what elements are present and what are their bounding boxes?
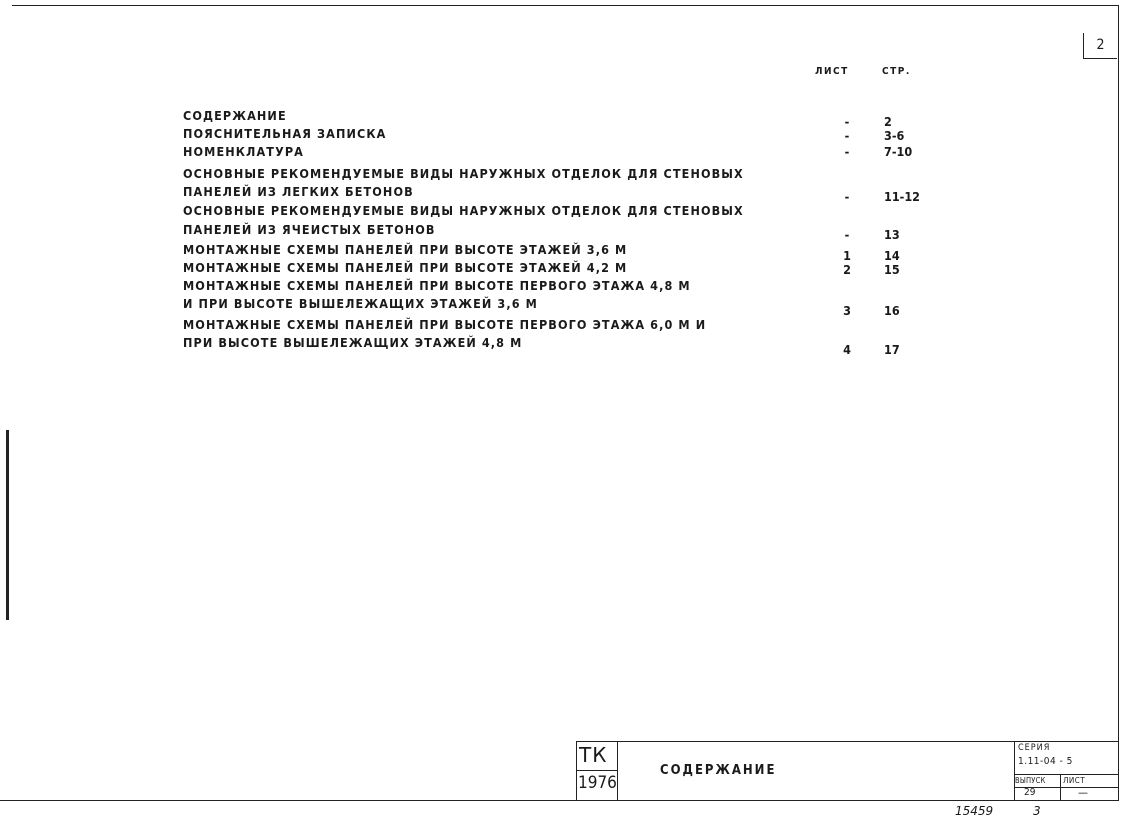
toc-entry-page: 3-6 xyxy=(884,128,905,143)
toc-entry-sheet: - xyxy=(844,189,850,204)
issue-label: ВЫПУСК xyxy=(1015,776,1046,785)
toc-entry-title: ПАНЕЛЕЙ ИЗ ЯЧЕИСТЫХ БЕТОНОВ xyxy=(183,222,436,237)
toc-entry-sheet: 3 xyxy=(843,303,851,318)
toc-entry-sheet: - xyxy=(844,114,850,129)
toc-entry-title: МОНТАЖНЫЕ СХЕМЫ ПАНЕЛЕЙ ПРИ ВЫСОТЕ ПЕРВОГО ЭТАЖА 4,8 М xyxy=(183,278,691,293)
toc-entry-page: 13 xyxy=(884,227,900,242)
toc-entry-sheet: - xyxy=(844,227,850,242)
toc-entry-page: 14 xyxy=(884,248,900,263)
archive-stamp-number: 15459 xyxy=(955,804,994,818)
title-block-top-line xyxy=(576,741,1118,742)
series-label: СЕРИЯ xyxy=(1018,743,1051,753)
toc-entry-sheet: - xyxy=(844,144,850,159)
toc-entry-page: 11-12 xyxy=(884,189,920,204)
series-value: 1.11-04 - 5 xyxy=(1018,756,1073,767)
title-block-year: 1976 xyxy=(578,773,617,793)
sheet-label: ЛИСТ xyxy=(1063,776,1086,785)
toc-entry-title: МОНТАЖНЫЕ СХЕМЫ ПАНЕЛЕЙ ПРИ ВЫСОТЕ ЭТАЖЕЙ 3,6 М xyxy=(183,242,628,257)
toc-entry-page: 16 xyxy=(884,303,900,318)
toc-entry-sheet: - xyxy=(844,128,850,143)
title-block-divider xyxy=(576,770,617,771)
toc-entry-title: НОМЕНКЛАТУРА xyxy=(183,144,304,159)
sheet-value: — xyxy=(1078,786,1088,799)
toc-entry-title: МОНТАЖНЫЕ СХЕМЫ ПАНЕЛЕЙ ПРИ ВЫСОТЕ ЭТАЖЕЙ 4,2 М xyxy=(183,260,628,275)
toc-entry-title: ПАНЕЛЕЙ ИЗ ЛЕГКИХ БЕТОНОВ xyxy=(183,184,414,199)
title-block-divider xyxy=(617,741,618,800)
toc-entry-title: СОДЕРЖАНИЕ xyxy=(183,108,287,123)
toc-entry-title: И ПРИ ВЫСОТЕ ВЫШЕЛЕЖАЩИХ ЭТАЖЕЙ 3,6 М xyxy=(183,296,538,311)
issue-value: 29 xyxy=(1024,787,1036,798)
page-number: 2 xyxy=(1096,37,1105,53)
title-block-org: ТК xyxy=(579,743,608,767)
toc-entry-sheet: 1 xyxy=(843,248,851,263)
column-header-sheet: ЛИСТ xyxy=(815,66,849,77)
toc-entry-sheet: 2 xyxy=(843,262,851,277)
title-block-divider xyxy=(1014,774,1118,775)
title-block-divider xyxy=(1014,741,1015,800)
toc-entry-page: 7-10 xyxy=(884,144,913,159)
archive-stamp-suffix: 3 xyxy=(1033,804,1041,818)
column-header-page: СТР. xyxy=(882,66,911,77)
toc-entry-title: ОСНОВНЫЕ РЕКОМЕНДУЕМЫЕ ВИДЫ НАРУЖНЫХ ОТДЕЛОК ДЛЯ СТЕНОВЫХ xyxy=(183,166,744,181)
toc-entry-sheet: 4 xyxy=(843,342,851,357)
toc-entry-title: МОНТАЖНЫЕ СХЕМЫ ПАНЕЛЕЙ ПРИ ВЫСОТЕ ПЕРВОГО ЭТАЖА 6,0 М И xyxy=(183,317,707,332)
toc-entry-page: 2 xyxy=(884,114,892,129)
toc-entry-page: 15 xyxy=(884,262,900,277)
toc-entry-title: ПОЯСНИТЕЛЬНАЯ ЗАПИСКА xyxy=(183,126,387,141)
toc-entry-title: ОСНОВНЫЕ РЕКОМЕНДУЕМЫЕ ВИДЫ НАРУЖНЫХ ОТДЕЛОК ДЛЯ СТЕНОВЫХ xyxy=(183,203,744,218)
toc-entry-page: 17 xyxy=(884,342,900,357)
toc-entry-title: ПРИ ВЫСОТЕ ВЫШЕЛЕЖАЩИХ ЭТАЖЕЙ 4,8 М xyxy=(183,335,523,350)
title-block-title: СОДЕРЖАНИЕ xyxy=(660,763,777,778)
